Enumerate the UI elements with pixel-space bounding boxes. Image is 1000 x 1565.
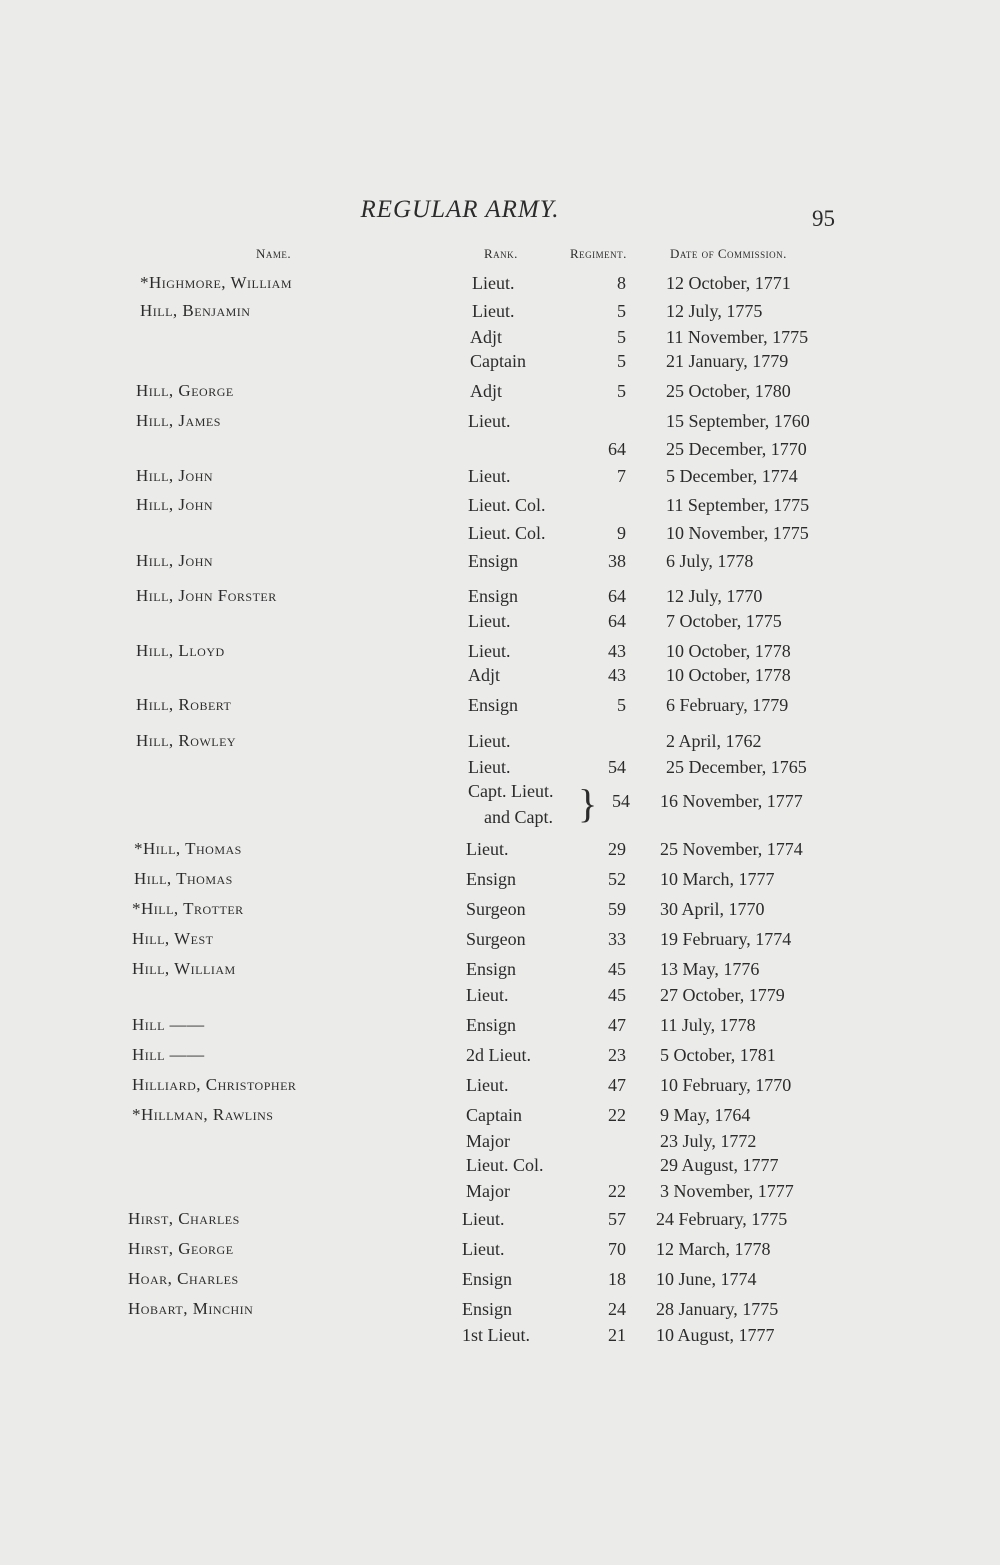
entry-name: Hirst, Charles <box>128 1209 240 1228</box>
entry-name: Hilliard, Christopher <box>132 1075 297 1094</box>
entry-date: 12 March, 1778 <box>656 1239 771 1259</box>
entry-date: 25 December, 1765 <box>666 757 807 777</box>
entry-date: 10 March, 1777 <box>660 869 775 889</box>
entry-rank: Adjt <box>470 327 503 347</box>
entry-date: 6 February, 1779 <box>666 695 789 715</box>
entry-date: 12 July, 1770 <box>666 586 763 606</box>
entry-name: Hill, John <box>136 466 214 485</box>
entry-regiment: 9 <box>617 523 626 543</box>
entry-date: 13 May, 1776 <box>660 959 760 979</box>
entry-name: *Hill, Trotter <box>132 899 244 918</box>
entry-rank-continued: and Capt. <box>484 807 553 827</box>
entry-rank: Adjt <box>468 665 501 685</box>
entry-rank: Lieut. <box>472 273 515 293</box>
grouping-brace: } <box>578 781 598 826</box>
entry-name: Hill, Lloyd <box>136 641 225 660</box>
entry-name: Hill, William <box>132 959 236 978</box>
entry-rank: Adjt <box>470 381 503 401</box>
entry-name: Hill, George <box>136 381 234 400</box>
entry-name: Hirst, George <box>128 1239 234 1258</box>
entry-rank: Lieut. <box>468 611 511 631</box>
entry-name: Hill, John <box>136 495 214 514</box>
entry-regiment: 5 <box>617 351 626 371</box>
entry-name: Hoar, Charles <box>128 1269 239 1288</box>
entry-name: *Hillman, Rawlins <box>132 1105 274 1124</box>
entry-rank: Lieut. <box>468 731 511 751</box>
entry-regiment: 47 <box>608 1015 626 1035</box>
entry-date: 29 August, 1777 <box>660 1155 779 1175</box>
entry-date: 10 October, 1778 <box>666 665 791 685</box>
entry-name: Hill, James <box>136 411 221 430</box>
entry-date: 25 December, 1770 <box>666 439 807 459</box>
entry-name: Hobart, Minchin <box>128 1299 254 1318</box>
entry-regiment: 57 <box>608 1209 626 1229</box>
entry-rank: Lieut. <box>468 641 511 661</box>
entry-name: Hill, Thomas <box>134 869 233 888</box>
entry-rank: 1st Lieut. <box>462 1325 530 1345</box>
entry-rank: Captain <box>470 351 526 371</box>
entry-regiment: 54 <box>612 791 630 811</box>
entry-date: 27 October, 1779 <box>660 985 785 1005</box>
entry-regiment: 7 <box>617 466 626 486</box>
entry-date: 25 October, 1780 <box>666 381 791 401</box>
entry-date: 3 November, 1777 <box>660 1181 794 1201</box>
column-header-date: Date of Commission. <box>670 246 787 261</box>
entry-name: Hill, Benjamin <box>140 301 251 320</box>
entry-rank: Lieut. <box>468 466 511 486</box>
entry-regiment: 23 <box>608 1045 626 1065</box>
entry-date: 23 July, 1772 <box>660 1131 757 1151</box>
entry-regiment: 22 <box>608 1181 626 1201</box>
entry-name: Hill —— <box>132 1045 205 1064</box>
entry-regiment: 45 <box>608 985 626 1005</box>
entry-date: 10 November, 1775 <box>666 523 809 543</box>
column-header-regiment: Regiment. <box>570 246 627 261</box>
entry-rank: Major <box>466 1181 510 1201</box>
entry-date: 11 September, 1775 <box>666 495 810 515</box>
entry-date: 9 May, 1764 <box>660 1105 751 1125</box>
column-header-rank: Rank. <box>484 246 518 261</box>
entry-date: 11 July, 1778 <box>660 1015 756 1035</box>
running-title: REGULAR ARMY. <box>360 196 560 223</box>
entry-regiment: 38 <box>608 551 626 571</box>
entry-regiment: 5 <box>617 381 626 401</box>
entry-regiment: 47 <box>608 1075 626 1095</box>
entry-name: Hill —— <box>132 1015 205 1034</box>
entry-date: 5 December, 1774 <box>666 466 798 486</box>
entry-rank: Ensign <box>466 1015 517 1035</box>
entry-regiment: 54 <box>608 757 626 777</box>
entry-rank: Lieut. <box>468 757 511 777</box>
entry-date: 11 November, 1775 <box>666 327 809 347</box>
entry-rank: Lieut. <box>462 1209 505 1229</box>
entry-date: 10 June, 1774 <box>656 1269 757 1289</box>
entry-date: 19 February, 1774 <box>660 929 792 949</box>
entry-date: 5 October, 1781 <box>660 1045 776 1065</box>
entry-name: Hill, Robert <box>136 695 232 714</box>
entry-rank: Surgeon <box>466 899 526 919</box>
entry-rank: Ensign <box>462 1269 513 1289</box>
entry-date: 10 February, 1770 <box>660 1075 792 1095</box>
entry-name: *Highmore, William <box>140 273 293 292</box>
entry-date: 21 January, 1779 <box>666 351 789 371</box>
entry-regiment: 64 <box>608 611 626 631</box>
entry-rank: Captain <box>466 1105 522 1125</box>
entry-rank: Ensign <box>462 1299 513 1319</box>
entry-regiment: 52 <box>608 869 626 889</box>
entry-rank: Lieut. <box>466 985 509 1005</box>
entry-rank: Ensign <box>468 586 519 606</box>
column-header-name: Name. <box>256 246 292 261</box>
entry-rank: Lieut. Col. <box>468 495 546 515</box>
entry-regiment: 45 <box>608 959 626 979</box>
entry-rank: Surgeon <box>466 929 526 949</box>
entry-rank: Ensign <box>466 959 517 979</box>
entry-date: 6 July, 1778 <box>666 551 754 571</box>
entry-regiment: 18 <box>608 1269 626 1289</box>
entry-rank: Lieut. Col. <box>466 1155 544 1175</box>
entry-regiment: 21 <box>608 1325 626 1345</box>
entry-rank: Capt. Lieut. <box>468 781 554 801</box>
entry-regiment: 64 <box>608 439 626 459</box>
entry-rank: Ensign <box>468 551 519 571</box>
entry-date: 7 October, 1775 <box>666 611 782 631</box>
entry-name: *Hill, Thomas <box>134 839 242 858</box>
entry-date: 16 November, 1777 <box>660 791 803 811</box>
entry-rank: Lieut. <box>468 411 511 431</box>
entry-date: 24 February, 1775 <box>656 1209 788 1229</box>
entry-date: 15 September, 1760 <box>666 411 810 431</box>
entry-rank: Lieut. <box>466 1075 509 1095</box>
entry-date: 12 July, 1775 <box>666 301 763 321</box>
entry-regiment: 5 <box>617 301 626 321</box>
entry-regiment: 43 <box>608 641 626 661</box>
entry-regiment: 24 <box>608 1299 626 1319</box>
entry-date: 2 April, 1762 <box>666 731 762 751</box>
entry-rank: Ensign <box>468 695 519 715</box>
entry-date: 10 October, 1778 <box>666 641 791 661</box>
entry-regiment: 5 <box>617 695 626 715</box>
entry-date: 28 January, 1775 <box>656 1299 779 1319</box>
entry-date: 30 April, 1770 <box>660 899 765 919</box>
entry-rank: Lieut. <box>472 301 515 321</box>
entry-regiment: 8 <box>617 273 626 293</box>
entry-rank: 2d Lieut. <box>466 1045 531 1065</box>
entry-rank: Lieut. Col. <box>468 523 546 543</box>
entry-name: Hill, John Forster <box>136 586 277 605</box>
page-number: 95 <box>812 206 835 231</box>
entry-date: 25 November, 1774 <box>660 839 803 859</box>
entry-rank: Major <box>466 1131 510 1151</box>
entry-regiment: 43 <box>608 665 626 685</box>
entry-rank: Lieut. <box>462 1239 505 1259</box>
entry-regiment: 29 <box>608 839 626 859</box>
entry-regiment: 59 <box>608 899 626 919</box>
entry-name: Hill, John <box>136 551 214 570</box>
entry-date: 12 October, 1771 <box>666 273 791 293</box>
entry-rank: Ensign <box>466 869 517 889</box>
entry-regiment: 5 <box>617 327 626 347</box>
entry-rank: Lieut. <box>466 839 509 859</box>
entry-date: 10 August, 1777 <box>656 1325 775 1345</box>
entry-regiment: 70 <box>608 1239 626 1259</box>
entry-regiment: 64 <box>608 586 626 606</box>
entry-name: Hill, West <box>132 929 214 948</box>
entry-regiment: 22 <box>608 1105 626 1125</box>
entry-regiment: 33 <box>608 929 626 949</box>
entry-name: Hill, Rowley <box>136 731 237 750</box>
